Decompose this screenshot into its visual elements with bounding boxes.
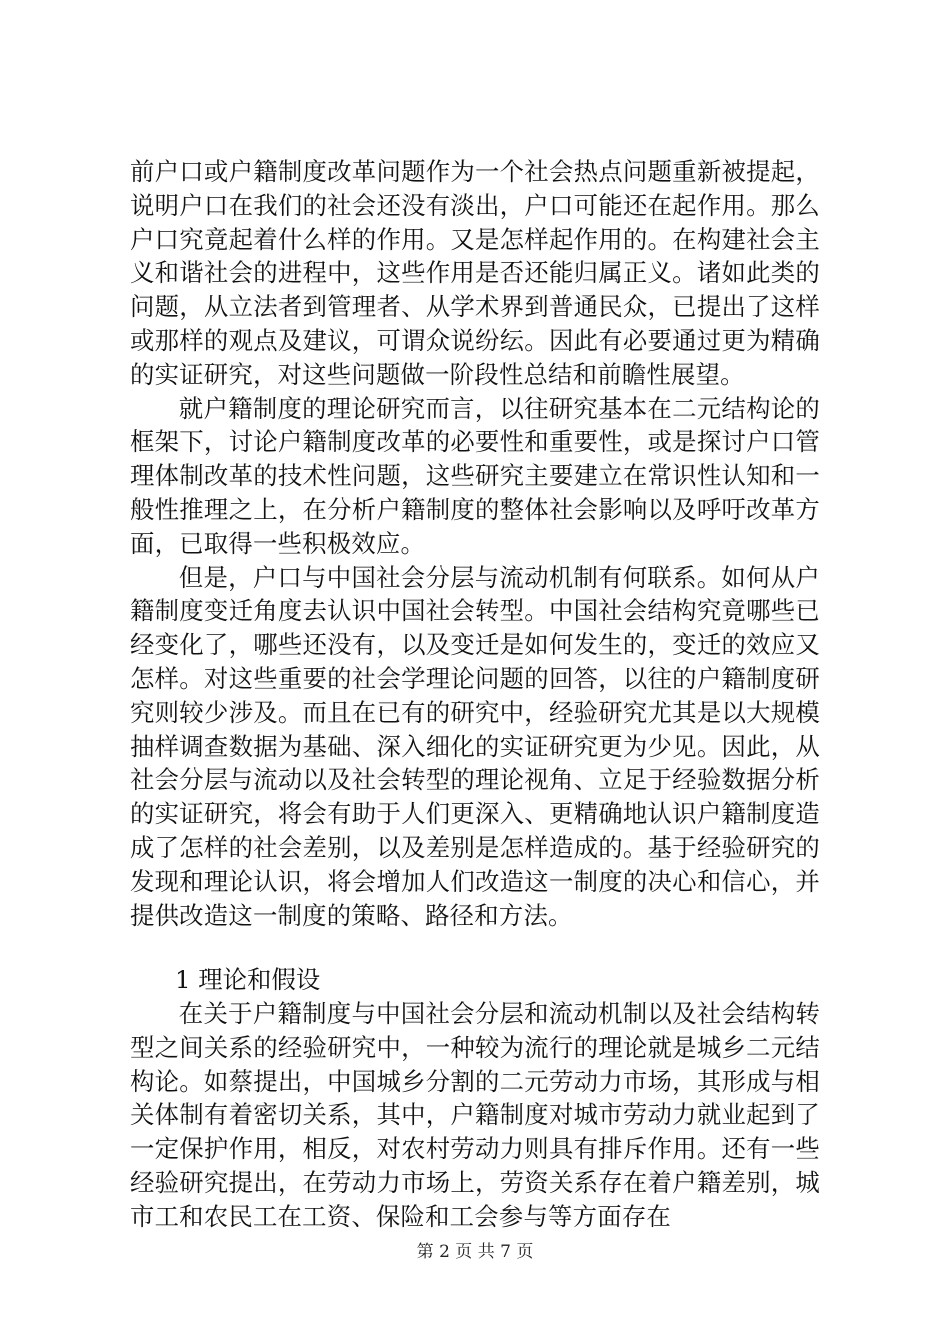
paragraph-2: 就户籍制度的理论研究而言，以往研究基本在二元结构论的框架下，讨论户籍制度改革的必要性和重要性，或是探讨户口管理体制改革的技术性问题，这些研究主要建立在常识性认知和一般性推理之上，在分析户籍制度的整体社会影响以及呼吁改革方面，已取得一些积极效应。 [130, 393, 820, 558]
paragraph-3: 但是，户口与中国社会分层与流动机制有何联系。如何从户籍制度变迁角度去认识中国社会转型。中国社会结构究竟哪些已经变化了，哪些还没有，以及变迁是如何发生的，变迁的效应又怎样。对这些重要的社会学理论问题的回答，以往的户籍制度研究则较少涉及。而且在已有的研究中，经验研究尤其是以大规模抽样调查数据为基础、深入细化的实证研究更为少见。因此，从社会分层与流动以及社会转型的理论视角、立足于经验数据分析的实证研究，将会有助于人们更深入、更精确地认识户籍制度造成了怎样的社会差别，以及差别是怎样造成的。基于经验研究的发现和理论认识，将会增加人们改造这一制度的决心和信心，并提供改造这一制度的策略、路径和方法。 [130, 562, 820, 930]
section-heading: 1 理论和假设 [175, 965, 321, 994]
page-footer: 第 2 页 共 7 页 [416, 1242, 534, 1262]
paragraph-4: 在关于户籍制度与中国社会分层和流动机制以及社会结构转型之间关系的经验研究中，一种较为流行的理论就是城乡二元结构论。如蔡提出，中国城乡分割的二元劳动力市场，其形成与相关体制有着密切关系，其中，户籍制度对城市劳动力就业起到了一定保护作用，相反，对农村劳动力则具有排斥作用。还有一些经验研究提出，在劳动力市场上，劳资关系存在着户籍差别，城市工和农民工在工资、保险和工会参与等方面存在 [130, 999, 820, 1231]
paragraph-1: 前户口或户籍制度改革问题作为一个社会热点问题重新被提起，说明户口在我们的社会还没有淡出，户口可能还在起作用。那么户口究竟起着什么样的作用。又是怎样起作用的。在构建社会主义和谐社会的进程中，这些作用是否还能归属正义。诸如此类的问题，从立法者到管理者、从学术界到普通民众，已提出了这样或那样的观点及建议，可谓众说纷纭。因此有必要通过更为精确的实证研究，对这些问题做一阶段性总结和前瞻性展望。 [130, 157, 820, 389]
body-text-top [130, 155, 820, 932]
body-text-bottom [130, 997, 820, 1234]
